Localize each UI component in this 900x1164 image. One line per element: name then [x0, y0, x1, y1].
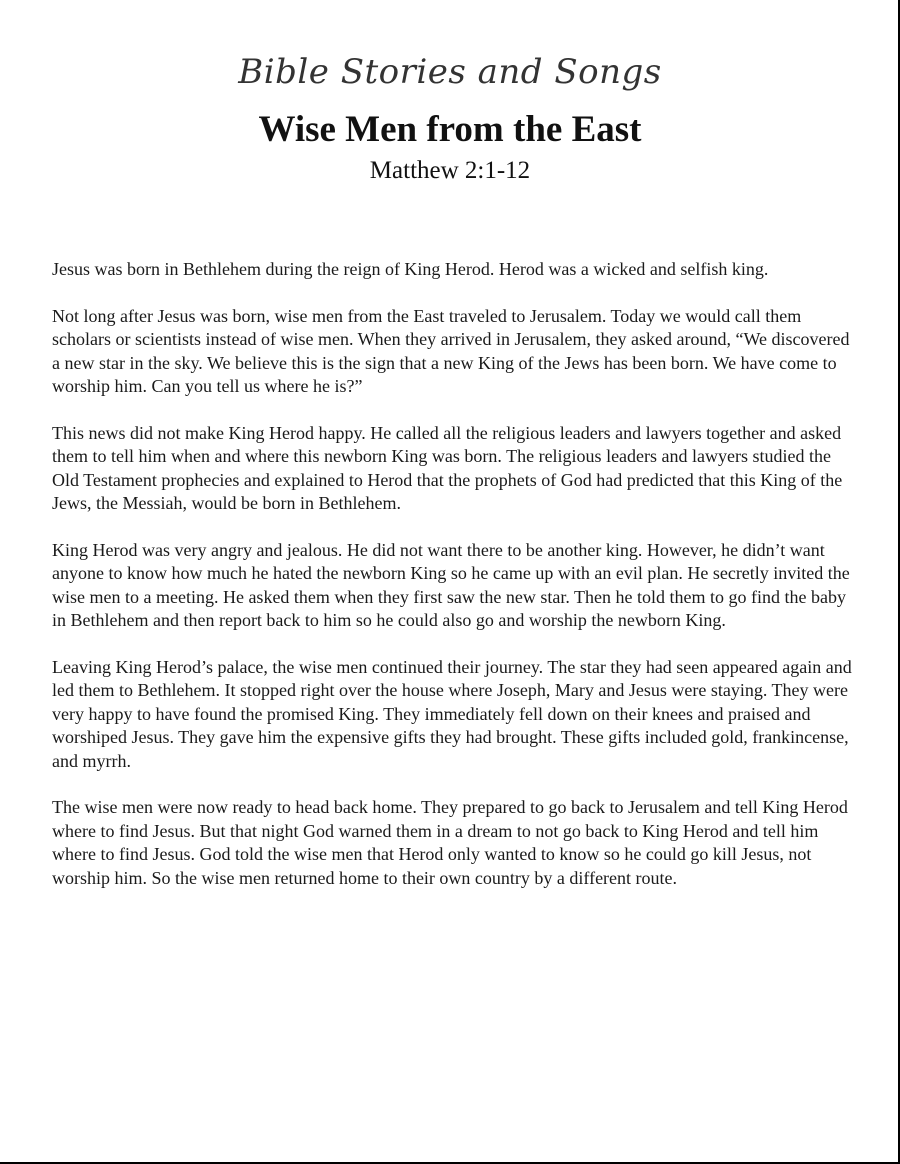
story-body — [52, 258, 852, 913]
story-paragraph: Leaving King Herod’s palace, the wise men continued their journey. The star they had seen appeared again and led them to Bethlehem. It stopped right over the house where Joseph, Mary and Jesus were staying. They were very happy to have found the promised King. They immediately fell down on their knees and praised and worshiped Jesus. They gave him the expensive gifts they had brought. These gifts included gold, frankincense, and myrrh. — [52, 656, 852, 771]
story-paragraph: Not long after Jesus was born, wise men from the East traveled to Jerusalem. Today we would call them scholars or scientists instead of wise men. When they arrived in Jerusalem, they asked around, “We discovered a new star in the sky. We believe this is the sign that a new King of the Jews has been born. We have come to worship him. Can you tell us where he is?” — [52, 305, 850, 396]
series-title: Bible Stories and Songs — [238, 52, 662, 92]
scripture-reference: Matthew 2:1-12 — [369, 157, 531, 184]
story-paragraph: Jesus was born in Bethlehem during the reign of King Herod. Herod was a wicked and selfish king. — [52, 259, 769, 279]
story-paragraph: The wise men were now ready to head back home. They prepared to go back to Jerusalem and tell King Herod where to find Jesus. But that night God warned them in a dream to not go back to King Herod and tell him where to find Jesus. God told the wise men that Herod only wanted to know so he could go kill Jesus, not worship him. So the wise men returned home to their own country by a different route. — [52, 797, 848, 888]
page-title: Wise Men from the East — [258, 109, 642, 150]
story-paragraph: King Herod was very angry and jealous. He did not want there to be another king. However, he didn’t want anyone to know how much he hated the newborn King so he came up with an evil plan. He secretly invited the wise men to a meeting. He asked them when they first saw the new star. Then he told them to go find the baby in Bethlehem and then report back to him so he could also go and worship the newborn King. — [52, 539, 850, 630]
story-paragraph: This news did not make King Herod happy. He called all the religious leaders and lawyers together and asked them to tell him when and where this newborn King was born. The religious leaders and lawyers studied the Old Testament prophecies and explained to Herod that the prophets of God had predicted that this King of the Jews, the Messiah, would be born in Bethlehem. — [52, 422, 843, 513]
